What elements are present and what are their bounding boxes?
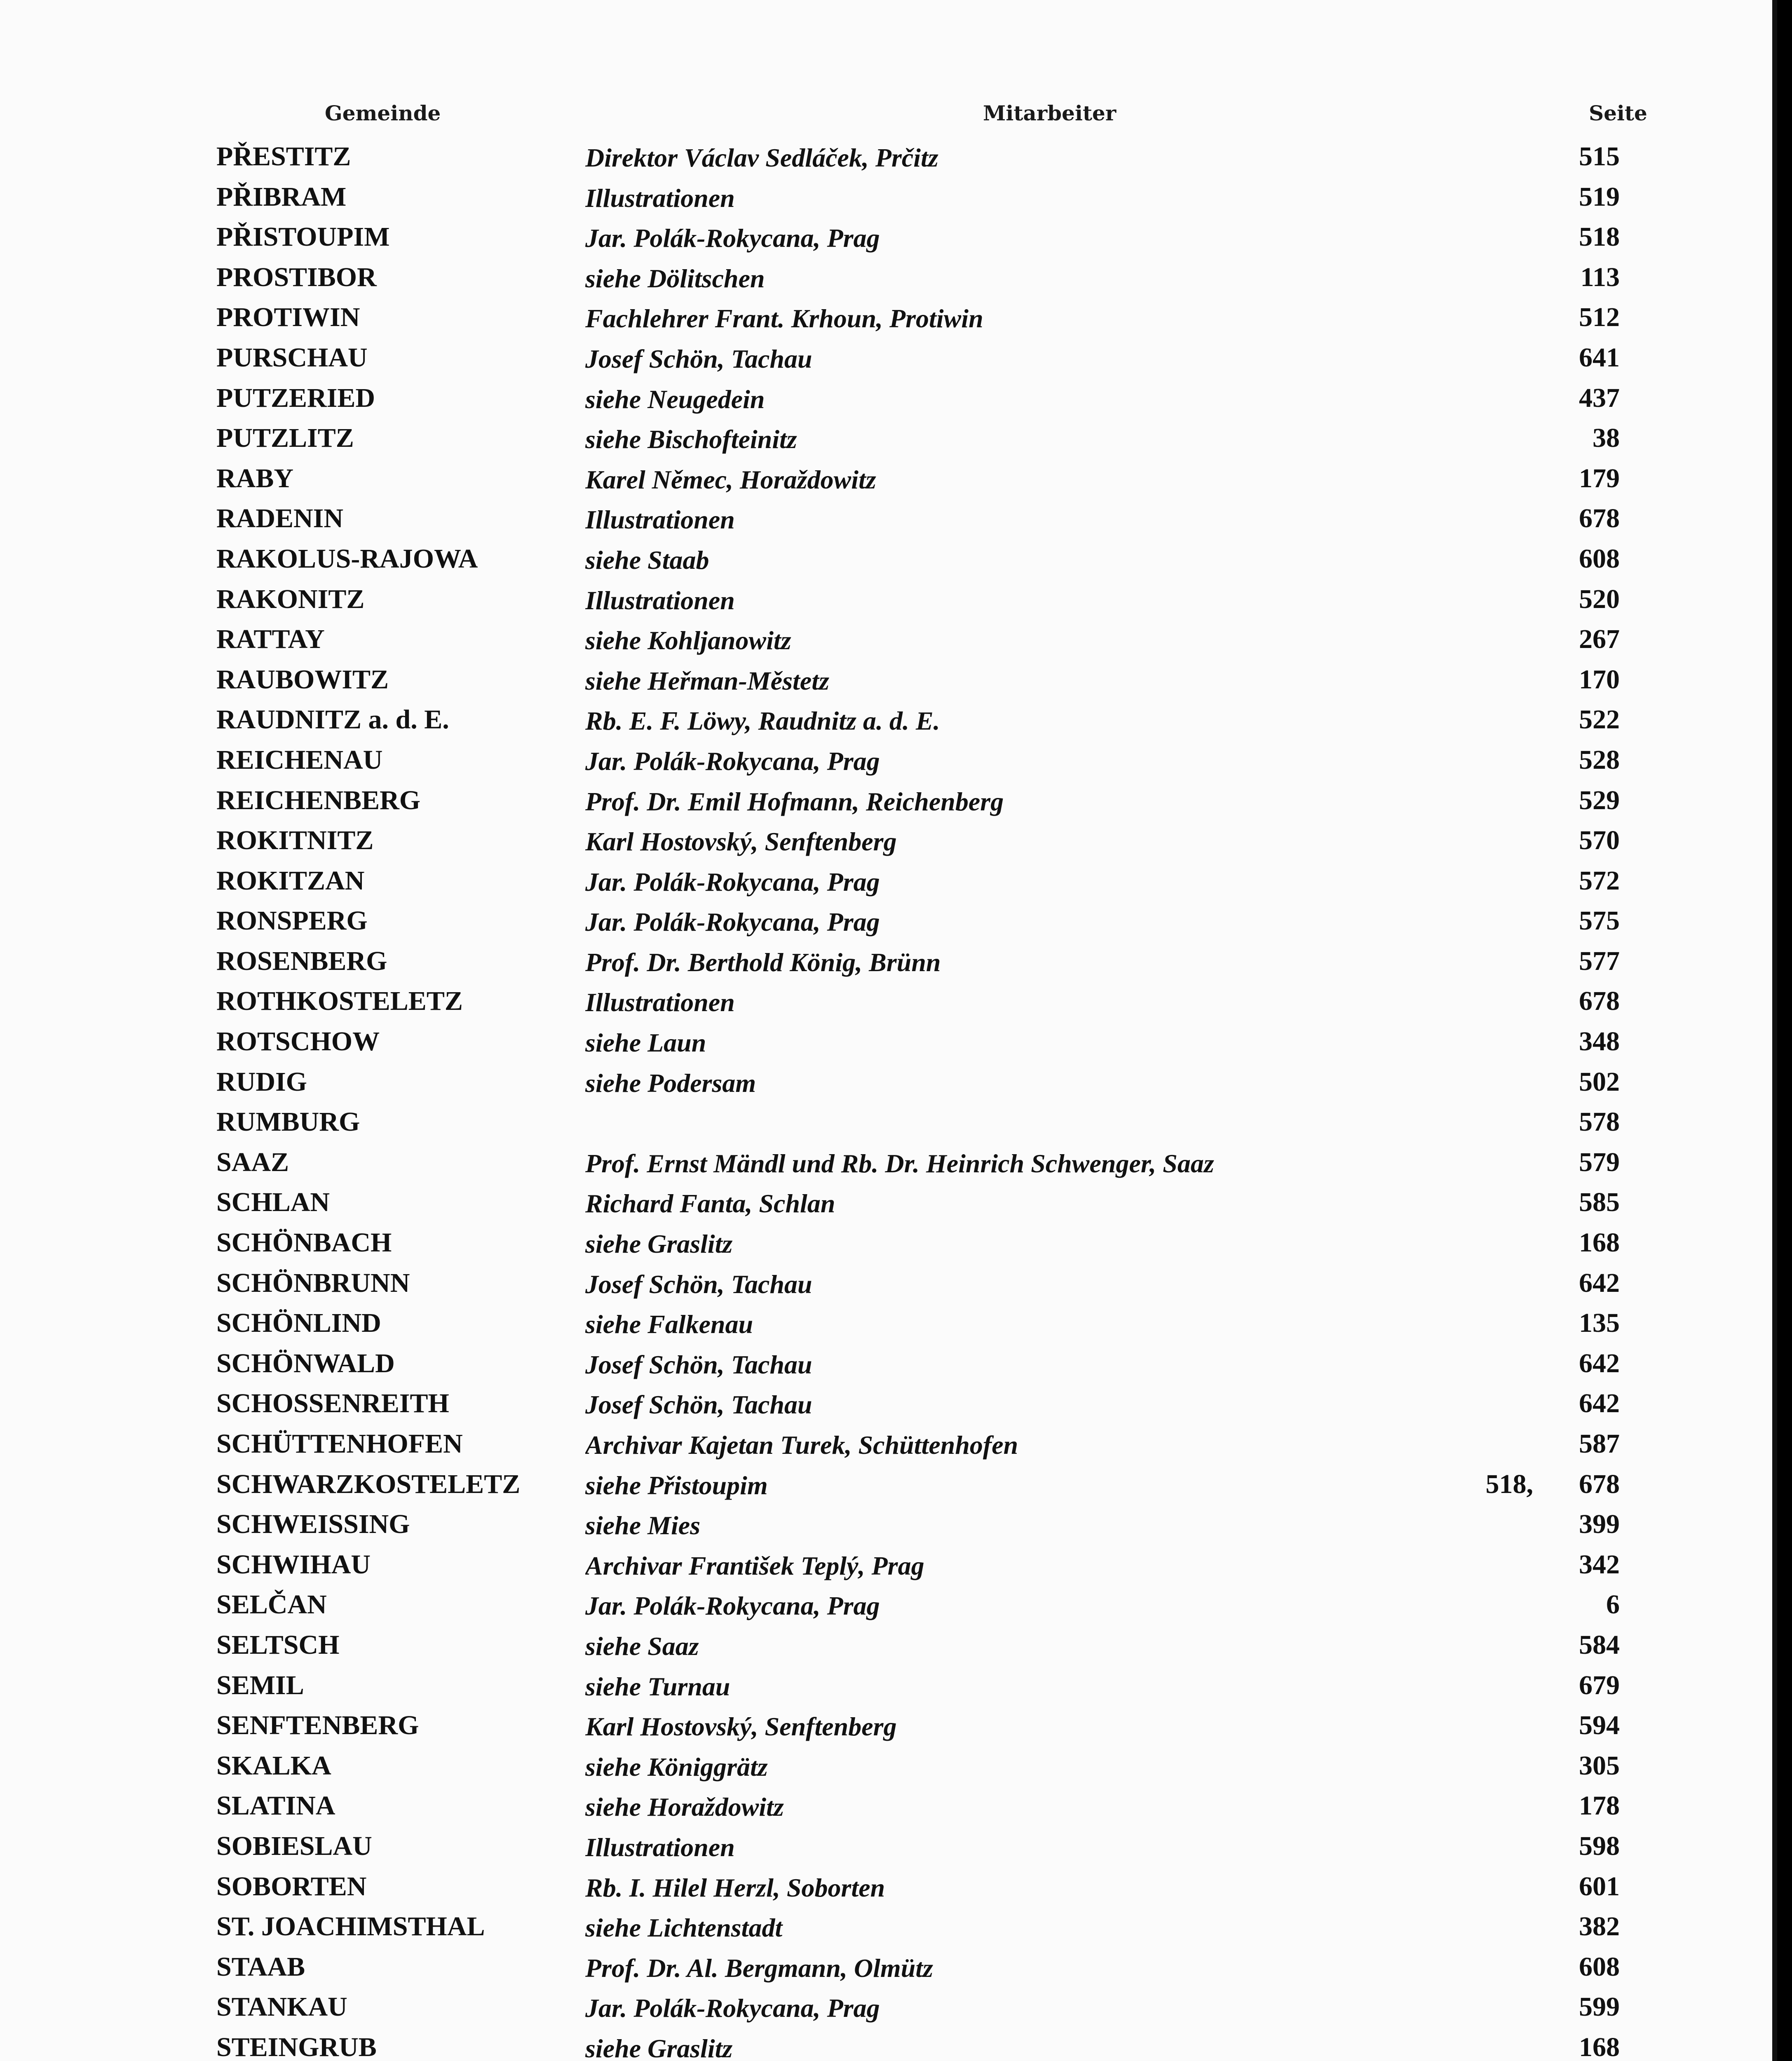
seite-cell: 679 xyxy=(1579,1670,1620,1700)
gemeinde-cell: SCHOSSENREITH xyxy=(216,1388,449,1419)
seite-cell: 598 xyxy=(1579,1831,1620,1861)
table-row xyxy=(0,662,1772,702)
seite-cell: 267 xyxy=(1579,624,1620,655)
table-row xyxy=(0,179,1772,219)
mitarbeiter-text: siehe Laun xyxy=(585,1028,713,1057)
seite-cell: 608 xyxy=(1579,543,1620,574)
seite-cell: 522 xyxy=(1579,704,1620,735)
mitarbeiter-text: siehe Staab xyxy=(585,545,716,575)
mitarbeiter-cell xyxy=(585,987,1579,1018)
mitarbeiter-cell xyxy=(585,1390,1579,1420)
gemeinde-cell: SCHÖNLIND xyxy=(216,1308,381,1338)
seite-cell: 579 xyxy=(1579,1147,1620,1177)
mitarbeiter-cell xyxy=(585,1068,1579,1099)
table-row xyxy=(0,1869,1772,1909)
mitarbeiter-cell xyxy=(585,746,1579,777)
table-row xyxy=(0,581,1772,622)
gemeinde-cell: SELTSCH xyxy=(216,1629,340,1660)
mitarbeiter-cell xyxy=(585,1148,1579,1179)
table-row xyxy=(0,1748,1772,1788)
mitarbeiter-text: Rb. I. Hilel Herzl, Soborten xyxy=(585,1873,892,1902)
mitarbeiter-text: siehe Bischofteinitz xyxy=(585,425,805,454)
seite-cell: 168 xyxy=(1579,2032,1620,2061)
table-row xyxy=(0,1828,1772,1869)
index-table xyxy=(0,138,1772,2061)
gemeinde-cell: RAKOLUS-RAJOWA xyxy=(216,543,478,574)
gemeinde-cell: SEMIL xyxy=(216,1670,304,1700)
mitarbeiter-cell xyxy=(585,1832,1579,1863)
mitarbeiter-text: siehe Mies xyxy=(585,1511,708,1540)
gemeinde-cell: ROKITNITZ xyxy=(216,825,374,856)
table-row xyxy=(0,1466,1772,1507)
seite-cell: 113 xyxy=(1580,262,1620,292)
seite-cell: 399 xyxy=(1579,1509,1620,1540)
mitarbeiter-cell xyxy=(585,1752,1579,1782)
seite-cell: 168 xyxy=(1579,1228,1620,1258)
table-row xyxy=(0,1064,1772,1104)
table-row xyxy=(0,380,1772,420)
table-row xyxy=(0,1547,1772,1587)
mitarbeiter-cell xyxy=(585,1470,1579,1501)
seite-cell: 170 xyxy=(1579,664,1620,695)
gemeinde-cell: SCHÖNWALD xyxy=(216,1348,395,1378)
gemeinde-cell: SOBIESLAU xyxy=(216,1831,372,1861)
gemeinde-cell: SCHWARZKOSTELETZ xyxy=(216,1469,521,1499)
seite-cell: 678 xyxy=(1579,503,1620,534)
seite-cell: 512 xyxy=(1579,302,1620,333)
gemeinde-cell: PUTZERIED xyxy=(216,383,375,413)
seite-cell: 520 xyxy=(1579,584,1620,614)
mitarbeiter-text: siehe Graslitz xyxy=(585,2034,740,2061)
gemeinde-cell: PŘESTITZ xyxy=(216,141,351,171)
mitarbeiter-text: siehe Neugedein xyxy=(585,385,772,414)
gemeinde-cell: RONSPERG xyxy=(216,906,368,936)
mitarbeiter-text: Jar. Polák-Rokycana, Prag xyxy=(585,907,887,937)
mitarbeiter-text: Jar. Polák-Rokycana, Prag xyxy=(585,867,887,897)
gemeinde-cell: RABY xyxy=(216,463,294,493)
table-row xyxy=(0,1949,1772,1989)
mitarbeiter-cell xyxy=(585,1269,1579,1300)
seite-cell: 578 xyxy=(1579,1107,1620,1137)
mitarbeiter-cell xyxy=(585,625,1579,656)
mitarbeiter-text: siehe Königgrätz xyxy=(585,1752,775,1782)
mitarbeiter-cell xyxy=(585,384,1579,415)
gemeinde-cell: RAUDNITZ a. d. E. xyxy=(216,704,449,735)
seite-cell: 519 xyxy=(1579,181,1620,212)
gemeinde-cell: REICHENBERG xyxy=(216,785,421,815)
mitarbeiter-text: Rb. E. F. Löwy, Raudnitz a. d. E. xyxy=(585,706,948,735)
seite-cell: 178 xyxy=(1579,1791,1620,1821)
mitarbeiter-text: siehe Dölitschen xyxy=(585,264,772,293)
mitarbeiter-text: siehe Kohljanowitz xyxy=(585,626,799,655)
seite-cell: 678 xyxy=(1579,986,1620,1016)
gemeinde-cell: SCHÖNBRUNN xyxy=(216,1268,410,1298)
mitarbeiter-cell xyxy=(585,183,1579,214)
gemeinde-cell: ROKITZAN xyxy=(216,865,365,896)
seite-cell: 529 xyxy=(1579,785,1620,815)
seite-cell: 515 xyxy=(1579,141,1620,171)
seite-cell: 585 xyxy=(1579,1187,1620,1218)
mitarbeiter-text: Fachlehrer Frant. Krhoun, Protiwin xyxy=(585,304,991,333)
header-mitarbeiter: Mitarbeiter xyxy=(983,101,1116,125)
mitarbeiter-text: Illustrationen xyxy=(585,183,742,213)
table-row xyxy=(0,903,1772,943)
mitarbeiter-cell xyxy=(585,344,1579,374)
table-row xyxy=(0,1426,1772,1466)
mitarbeiter-cell xyxy=(585,1188,1579,1219)
gemeinde-cell: SCHWEISSING xyxy=(216,1509,410,1540)
seite-cell: 594 xyxy=(1579,1710,1620,1741)
table-row xyxy=(0,621,1772,662)
table-row xyxy=(0,1707,1772,1748)
mitarbeiter-text: siehe Přistoupim xyxy=(585,1471,775,1500)
table-row xyxy=(0,460,1772,501)
header-seite: Seite xyxy=(1589,101,1647,125)
mitarbeiter-cell xyxy=(585,465,1579,495)
mitarbeiter-text: Josef Schön, Tachau xyxy=(585,1390,820,1419)
seite-cell: 502 xyxy=(1579,1066,1620,1097)
mitarbeiter-cell xyxy=(585,424,1579,455)
table-row xyxy=(0,1788,1772,1828)
table-row xyxy=(0,822,1772,863)
seite-cell: 577 xyxy=(1579,946,1620,976)
mitarbeiter-cell xyxy=(585,143,1579,173)
table-row xyxy=(0,1225,1772,1265)
mitarbeiter-text: Direktor Václav Sedláček, Prčitz xyxy=(585,143,946,172)
table-row xyxy=(0,2029,1772,2061)
seite-cell: 584 xyxy=(1579,1629,1620,1660)
table-row xyxy=(0,340,1772,380)
mitarbeiter-cell xyxy=(585,505,1579,535)
table-row xyxy=(0,1345,1772,1386)
table-row xyxy=(0,782,1772,823)
mitarbeiter-text: Karl Hostovský, Senftenberg xyxy=(585,827,904,856)
mitarbeiter-cell xyxy=(585,907,1579,937)
mitarbeiter-text: siehe Podersam xyxy=(585,1068,763,1098)
extra-page-ref: 518, xyxy=(1480,1469,1534,1500)
table-row xyxy=(0,541,1772,581)
mitarbeiter-cell xyxy=(585,1309,1579,1340)
mitarbeiter-cell xyxy=(585,1993,1579,2023)
mitarbeiter-cell xyxy=(585,666,1579,696)
table-row xyxy=(0,983,1772,1023)
table-row xyxy=(0,1908,1772,1949)
table-row xyxy=(0,1023,1772,1064)
gemeinde-cell: SCHLAN xyxy=(216,1187,330,1218)
gemeinde-cell: ST. JOACHIMSTHAL xyxy=(216,1911,485,1942)
table-row xyxy=(0,1305,1772,1345)
table-row xyxy=(0,138,1772,179)
table-row xyxy=(0,742,1772,782)
table-row xyxy=(0,1587,1772,1627)
mitarbeiter-cell xyxy=(585,545,1579,575)
mitarbeiter-cell xyxy=(585,263,1579,294)
seite-cell: 518 xyxy=(1579,222,1620,252)
mitarbeiter-cell xyxy=(585,1671,1579,1702)
mitarbeiter-cell xyxy=(585,1108,1579,1138)
header-gemeinde: Gemeinde xyxy=(325,101,441,125)
mitarbeiter-text: Jar. Polák-Rokycana, Prag xyxy=(585,1993,887,2023)
seite-cell: 587 xyxy=(1579,1429,1620,1459)
mitarbeiter-text: Prof. Dr. Berthold König, Brünn xyxy=(585,948,948,977)
gemeinde-cell: STAAB xyxy=(216,1951,305,1982)
gemeinde-cell: PROTIWIN xyxy=(216,302,360,333)
mitarbeiter-text: Prof. Dr. Al. Bergmann, Olmütz xyxy=(585,1953,941,1983)
mitarbeiter-cell xyxy=(585,1873,1579,1903)
mitarbeiter-cell xyxy=(585,1430,1579,1460)
table-row xyxy=(0,1667,1772,1708)
gemeinde-cell: RAUBOWITZ xyxy=(216,664,389,695)
table-row xyxy=(0,702,1772,742)
table-row xyxy=(0,1144,1772,1185)
gemeinde-cell: RADENIN xyxy=(216,503,344,534)
table-row xyxy=(0,863,1772,903)
mitarbeiter-text: Prof. Ernst Mändl und Rb. Dr. Heinrich Schwenger, Saaz xyxy=(585,1149,1222,1178)
gemeinde-cell: REICHENAU xyxy=(216,744,383,775)
seite-cell: 305 xyxy=(1579,1750,1620,1781)
gemeinde-cell: SCHÜTTENHOFEN xyxy=(216,1429,463,1459)
mitarbeiter-cell xyxy=(585,1792,1579,1822)
mitarbeiter-text: siehe Graslitz xyxy=(585,1229,740,1258)
gemeinde-cell: SKALKA xyxy=(216,1750,331,1781)
gemeinde-cell: PROSTIBOR xyxy=(216,262,377,292)
table-header xyxy=(0,101,1772,134)
mitarbeiter-text xyxy=(585,1108,593,1138)
seite-cell: 528 xyxy=(1579,744,1620,775)
seite-cell: 38 xyxy=(1593,423,1620,453)
gemeinde-cell: PUTZLITZ xyxy=(216,423,354,453)
mitarbeiter-text: Archivar František Teplý, Prag xyxy=(585,1551,932,1580)
seite-cell: 437 xyxy=(1579,383,1620,413)
mitarbeiter-cell xyxy=(585,1229,1579,1259)
gemeinde-cell: SLATINA xyxy=(216,1791,335,1821)
gemeinde-cell: RATTAY xyxy=(216,624,325,655)
table-row xyxy=(0,943,1772,984)
mitarbeiter-text: Archivar Kajetan Turek, Schüttenhofen xyxy=(585,1430,1025,1460)
gemeinde-cell: PŘISTOUPIM xyxy=(216,222,390,252)
mitarbeiter-cell xyxy=(585,947,1579,978)
mitarbeiter-text: Prof. Dr. Emil Hofmann, Reichenberg xyxy=(585,787,1011,816)
gemeinde-cell: ROSENBERG xyxy=(216,946,387,976)
mitarbeiter-cell xyxy=(585,867,1579,897)
table-row xyxy=(0,500,1772,541)
seite-cell: 382 xyxy=(1579,1911,1620,1942)
seite-cell: 570 xyxy=(1579,825,1620,856)
mitarbeiter-cell xyxy=(585,1711,1579,1742)
seite-cell: 179 xyxy=(1579,463,1620,493)
mitarbeiter-cell xyxy=(585,786,1579,817)
mitarbeiter-cell xyxy=(585,223,1579,254)
mitarbeiter-text: Richard Fanta, Schlan xyxy=(585,1189,842,1218)
mitarbeiter-text: siehe Heřman-Městetz xyxy=(585,666,837,695)
table-row xyxy=(0,1265,1772,1305)
table-row xyxy=(0,1104,1772,1144)
gemeinde-cell: RUMBURG xyxy=(216,1107,360,1137)
seite-cell: 678 xyxy=(1579,1469,1620,1499)
gemeinde-cell: SENFTENBERG xyxy=(216,1710,419,1741)
mitarbeiter-text: Josef Schön, Tachau xyxy=(585,1350,820,1379)
table-row xyxy=(0,1506,1772,1547)
mitarbeiter-cell xyxy=(585,1631,1579,1662)
gemeinde-cell: SAAZ xyxy=(216,1147,289,1177)
seite-cell: 601 xyxy=(1579,1871,1620,1901)
mitarbeiter-text: siehe Horaždowitz xyxy=(585,1792,791,1822)
mitarbeiter-cell xyxy=(585,1953,1579,1984)
seite-cell: 599 xyxy=(1579,1992,1620,2022)
table-row xyxy=(0,1184,1772,1225)
mitarbeiter-cell xyxy=(585,1591,1579,1621)
gemeinde-cell: PURSCHAU xyxy=(216,342,368,373)
mitarbeiter-text: siehe Turnau xyxy=(585,1672,738,1701)
seite-cell: 342 xyxy=(1579,1549,1620,1580)
mitarbeiter-cell xyxy=(585,1913,1579,1943)
seite-cell: 135 xyxy=(1579,1308,1620,1338)
seite-cell: 642 xyxy=(1579,1388,1620,1419)
seite-cell: 642 xyxy=(1579,1268,1620,1298)
mitarbeiter-cell xyxy=(585,2033,1579,2061)
mitarbeiter-text: siehe Falkenau xyxy=(585,1310,760,1339)
table-row xyxy=(0,1989,1772,2029)
mitarbeiter-text: Illustrationen xyxy=(585,988,742,1017)
mitarbeiter-text: Illustrationen xyxy=(585,586,742,615)
table-row xyxy=(0,1385,1772,1426)
table-row xyxy=(0,259,1772,300)
mitarbeiter-cell xyxy=(585,1510,1579,1541)
gemeinde-cell: RUDIG xyxy=(216,1066,307,1097)
mitarbeiter-text: siehe Saaz xyxy=(585,1631,706,1661)
gemeinde-cell: STEINGRUB xyxy=(216,2032,377,2061)
gemeinde-cell: ROTHKOSTELETZ xyxy=(216,986,463,1016)
gemeinde-cell: RAKONITZ xyxy=(216,584,365,614)
mitarbeiter-text: Illustrationen xyxy=(585,1833,742,1862)
mitarbeiter-text: Karel Němec, Horaždowitz xyxy=(585,465,884,494)
table-row xyxy=(0,299,1772,340)
seite-cell: 348 xyxy=(1579,1026,1620,1057)
mitarbeiter-cell xyxy=(585,1028,1579,1058)
seite-cell: 641 xyxy=(1579,342,1620,373)
gemeinde-cell: SOBORTEN xyxy=(216,1871,367,1901)
mitarbeiter-cell xyxy=(585,826,1579,857)
mitarbeiter-text: Illustrationen xyxy=(585,505,742,534)
gemeinde-cell: SCHÖNBACH xyxy=(216,1228,392,1258)
mitarbeiter-cell xyxy=(585,1551,1579,1581)
mitarbeiter-cell xyxy=(585,1350,1579,1380)
seite-cell: 642 xyxy=(1579,1348,1620,1378)
mitarbeiter-text: Jar. Polák-Rokycana, Prag xyxy=(585,223,887,253)
table-row xyxy=(0,219,1772,259)
mitarbeiter-text: Jar. Polák-Rokycana, Prag xyxy=(585,1591,887,1620)
mitarbeiter-text: Jar. Polák-Rokycana, Prag xyxy=(585,746,887,776)
table-row xyxy=(0,420,1772,460)
gemeinde-cell: PŘIBRAM xyxy=(216,181,347,212)
seite-cell: 608 xyxy=(1579,1951,1620,1982)
seite-cell: 6 xyxy=(1606,1589,1620,1620)
mitarbeiter-text: Josef Schön, Tachau xyxy=(585,1270,820,1299)
gemeinde-cell: STANKAU xyxy=(216,1992,347,2022)
mitarbeiter-cell xyxy=(585,706,1579,736)
gemeinde-cell: ROTSCHOW xyxy=(216,1026,380,1057)
mitarbeiter-text: Karl Hostovský, Senftenberg xyxy=(585,1712,904,1741)
mitarbeiter-cell xyxy=(585,585,1579,616)
seite-cell: 572 xyxy=(1579,865,1620,896)
gemeinde-cell: SCHWIHAU xyxy=(216,1549,371,1580)
seite-cell: 575 xyxy=(1579,906,1620,936)
mitarbeiter-text: siehe Lichtenstadt xyxy=(585,1913,790,1942)
table-row xyxy=(0,1627,1772,1667)
gemeinde-cell: SELČAN xyxy=(216,1589,327,1620)
mitarbeiter-cell xyxy=(585,303,1579,334)
mitarbeiter-text: Josef Schön, Tachau xyxy=(585,344,820,373)
